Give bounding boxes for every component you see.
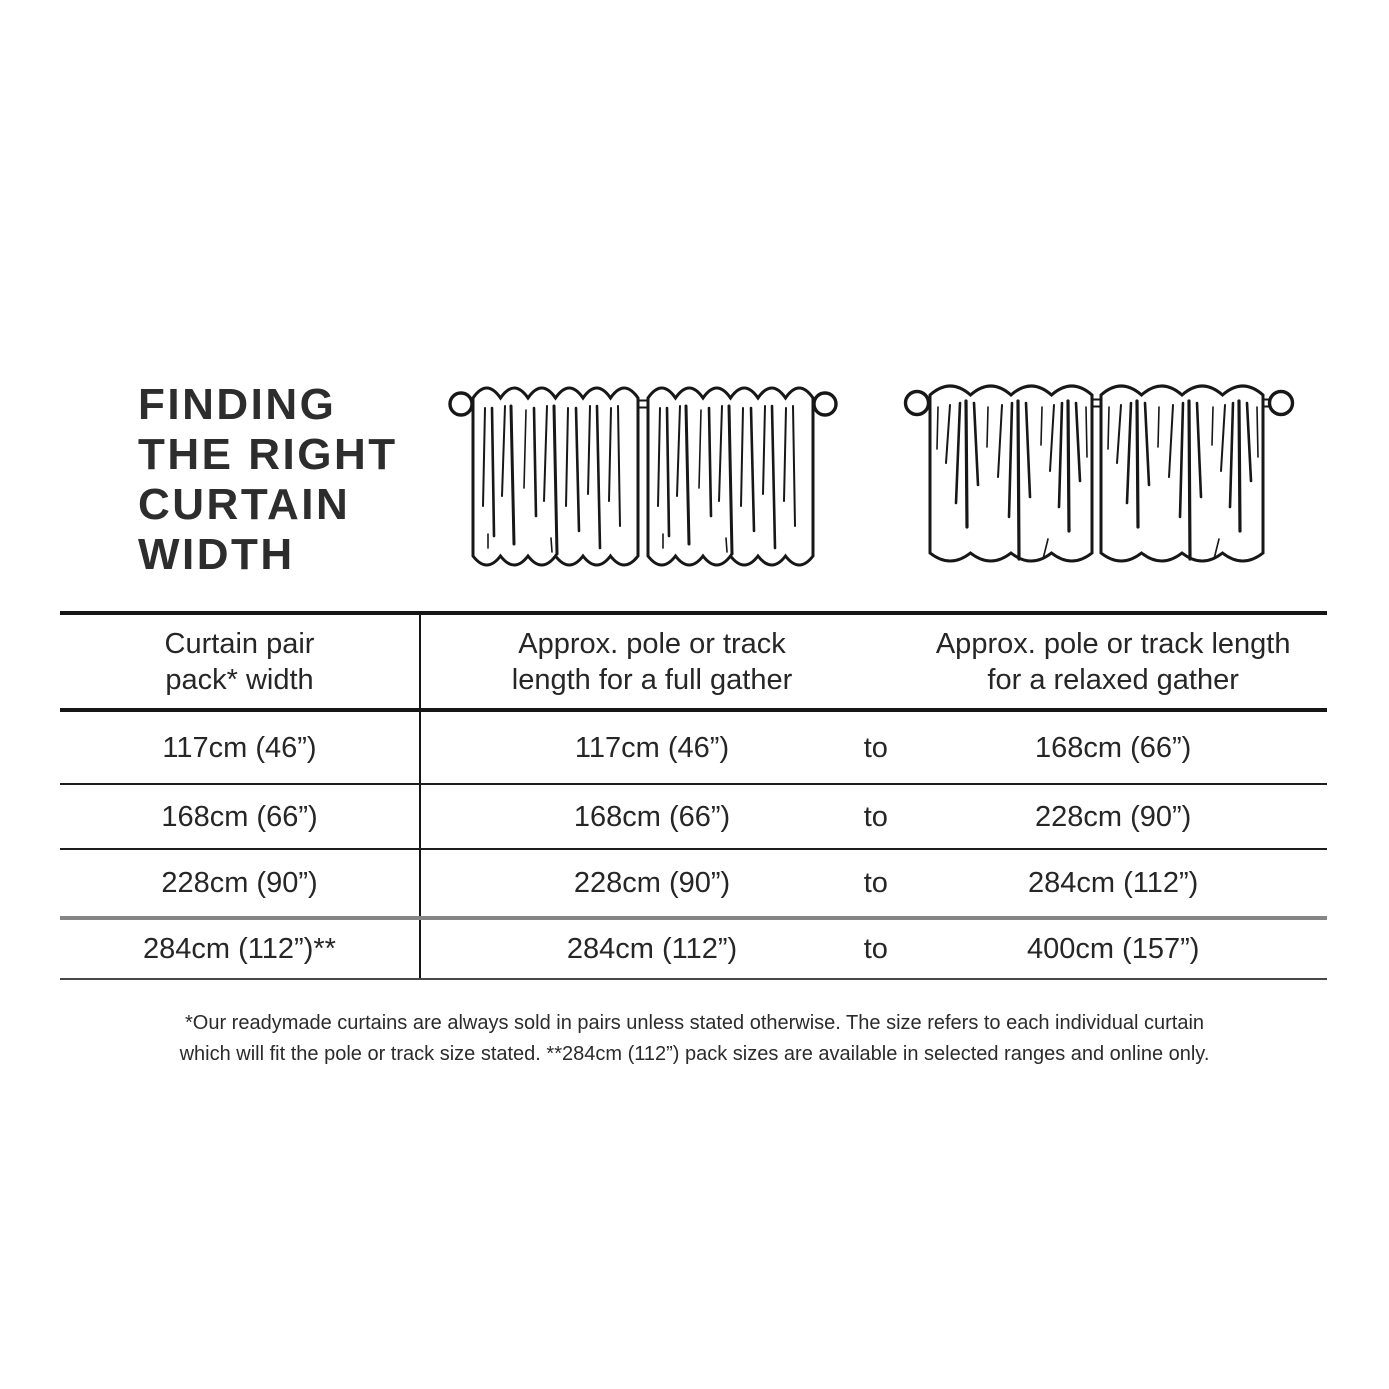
table-row bbox=[60, 850, 1327, 920]
cell-pack-width: 228cm (90”) bbox=[60, 850, 421, 916]
cell-relaxed-gather: 228cm (90”) bbox=[1035, 800, 1192, 833]
cell-pack-width: 284cm (112”)** bbox=[60, 920, 421, 978]
cell-connector: to bbox=[863, 731, 888, 764]
pole-finial-right bbox=[814, 393, 836, 415]
cell-relaxed-gather: 284cm (112”) bbox=[1028, 867, 1199, 899]
footnote-line: which will fit the pole or track size stated. **284cm (112”) pack sizes are available in selected ranges and online only. bbox=[179, 1043, 1210, 1065]
cell-full-gather: 228cm (90”) bbox=[573, 867, 731, 899]
curtain-pair-full-gather-illustration bbox=[448, 376, 838, 576]
curtain-size-table bbox=[60, 611, 1327, 980]
pole-finial-left bbox=[450, 393, 472, 415]
footnote bbox=[0, 1008, 1389, 1070]
table-header-row bbox=[60, 615, 1327, 712]
header-full-gather: Approx. pole or track length for a full gather bbox=[511, 627, 793, 696]
cell-full-gather: 117cm (46”) bbox=[574, 731, 730, 764]
cell-full-gather: 284cm (112”) bbox=[566, 933, 738, 965]
cell-connector: to bbox=[863, 867, 888, 899]
page-title bbox=[138, 380, 398, 580]
cell-relaxed-gather: 168cm (66”) bbox=[1035, 731, 1192, 764]
table-row bbox=[60, 920, 1327, 980]
header-pack-width: Curtain pair pack* width bbox=[60, 615, 421, 708]
header-relaxed-gather: Approx. pole or track length for a relaxed gather bbox=[935, 627, 1291, 696]
title-line: THE RIGHT bbox=[138, 430, 398, 479]
title-line: CURTAIN bbox=[138, 480, 351, 529]
title-line: WIDTH bbox=[138, 530, 295, 579]
pole-finial-right bbox=[1270, 392, 1293, 415]
cell-pack-width: 168cm (66”) bbox=[60, 785, 421, 848]
cell-connector: to bbox=[863, 800, 888, 833]
pole-finial-left bbox=[906, 392, 929, 415]
title-line: FINDING bbox=[138, 380, 337, 429]
cell-full-gather: 168cm (66”) bbox=[573, 800, 731, 833]
curtain-pair-relaxed-gather-illustration bbox=[903, 373, 1295, 578]
cell-connector: to bbox=[863, 933, 888, 965]
cell-pack-width: 117cm (46”) bbox=[60, 712, 421, 783]
table-row bbox=[60, 712, 1327, 785]
table-row bbox=[60, 785, 1327, 850]
footnote-line: *Our readymade curtains are always sold in pairs unless stated otherwise. The size refers to each individual curtain bbox=[184, 1012, 1205, 1034]
cell-relaxed-gather: 400cm (157”) bbox=[1026, 933, 1200, 965]
